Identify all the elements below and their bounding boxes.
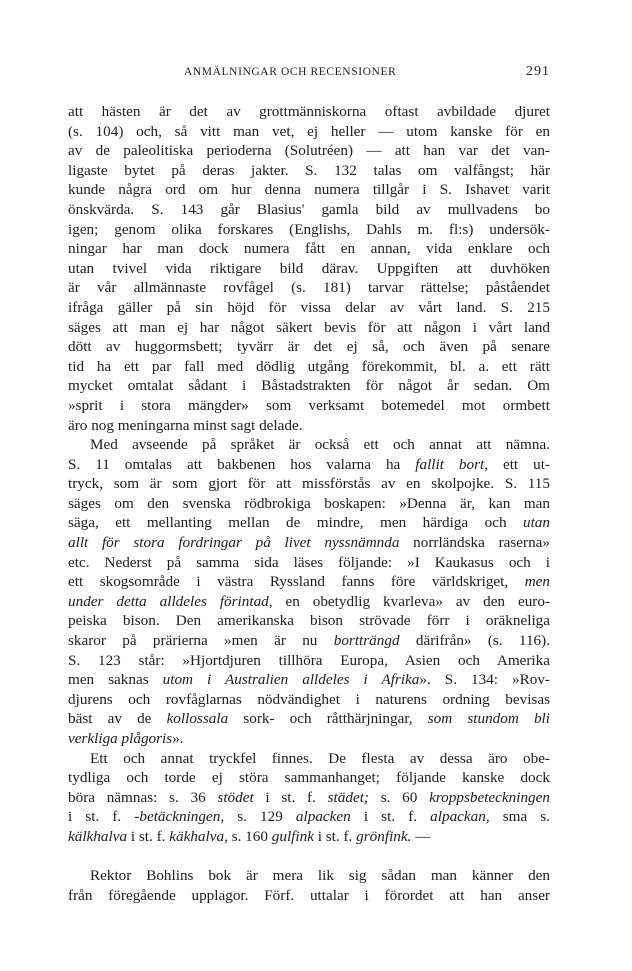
text-line: S. 11 omtalas att bakbenen hos valarna ha fallit bort, ett ut- — [68, 455, 550, 473]
text-line: att hästen är det av grottmänniskorna oftast avbildade djuret — [68, 103, 550, 120]
text-line: dött av huggormsbett; tyvärr är det ej så, och även på senare — [68, 338, 550, 356]
text-line: är vår allmännaste rovfågel (s. 181) tarvar rättelse; påståendet — [68, 279, 550, 297]
body-text — [68, 102, 550, 905]
text-line: ningar har man dock numera fått en annan, vida enklare och — [68, 240, 550, 258]
text-line: skaror på prärierna »men är nu bortträngd därifrån» (s. 116). — [68, 632, 550, 650]
text-line: tydliga och torde ej störa sammanhanget; följande kanske dock — [68, 769, 550, 787]
text-line: av de paleolitiska perioderna (Solutréen) — att han var det van- — [68, 142, 550, 160]
text-line: böra nämnas: s. 36 stödet i st. f. städet; s. 60 kroppsbeteckningen — [68, 788, 550, 806]
text-line: verkliga plågoris». — [68, 730, 184, 747]
text-line: djurens och rovfåglarnas nödvändighet i naturens ordning bevisas — [68, 690, 550, 708]
text-line: Rektor Bohlins bok är mera lik sig sådan man känner den — [90, 867, 550, 885]
text-line: under detta alldeles förintad, en obetydlig kvarleva» av den euro- — [68, 592, 550, 610]
running-title: ANMÄLNINGAR OCH RECENSIONER — [184, 66, 397, 78]
text-line: kälkhalva i st. f. käkhalva, s. 160 gulfink i st. f. grönfink. — — [68, 827, 431, 845]
text-line: äro nog meningarna minst sagt delade. — [68, 416, 303, 434]
text-line: S. 123 står: »Hjortdjuren tillhöra Europa, Asien och Amerika — [68, 651, 550, 669]
page-header — [68, 64, 550, 84]
text-line: ligaste bytet på deras jakter. S. 132 talas om valfångst; här — [68, 161, 550, 179]
text-line: tid ha ett par fall med dödlig utgång förekommit, bl. a. ett rätt — [68, 357, 550, 375]
text-line: »sprit i stora mängder» som verksamt botemedel mot ormbett — [68, 396, 550, 414]
text-line: bäst av de kollossala sork- och råtthärjningar, som stundom bli — [68, 710, 550, 728]
text-line: kunde några ord om hur denna numera tillgår i S. Ishavet varit — [68, 181, 550, 199]
text-line: utan tvivel vida riktigare bild därav. Uppgiften att duvhöken — [68, 259, 550, 277]
paragraph — [68, 435, 550, 749]
paragraph — [68, 102, 550, 435]
text-line: peiska bison. Den amerikanska bison strövade förr i oräkneliga — [68, 612, 550, 630]
text-line: allt för stora fordringar på livet nyssnämnda norrländska raserna» — [68, 534, 550, 552]
text-line: etc. Nederst på samma sida läses följande: »I Kaukasus och i — [68, 553, 550, 571]
text-line: säges om den svenska rödbrokiga boskapen: »Denna är, kan man — [68, 494, 550, 512]
text-line: Ett och annat tryckfel finnes. De flesta av dessa äro obe- — [90, 749, 550, 767]
text-line: i st. f. -betäckningen, s. 129 alpacken i st. f. alpackan, sma s. — [68, 808, 550, 826]
text-line: igen; genom olika forskares (Englishs, Dahls m. fl:s) undersök- — [68, 220, 550, 238]
text-line: men saknas utom i Australien alldeles i Afrika». S. 134: »Rov- — [68, 671, 550, 689]
text-line: säga, ett mellanting mellan de mindre, men härdiga och utan — [68, 514, 550, 532]
text-line: från föregående upplagor. Förf. uttalar i förordet att han anser — [68, 886, 550, 904]
text-line: (s. 104) och, så vitt man vet, ej heller — utom kanske för en — [68, 122, 550, 140]
paragraph — [68, 866, 550, 905]
text-line: ifråga gäller på sin höjd för vissa delar av vårt land. S. 215 — [68, 298, 550, 316]
text-line: säges att man ej har något säkert bevis för att någon i vårt land — [68, 318, 550, 336]
paragraph — [68, 749, 550, 847]
text-line: ett skogsområde i västra Ryssland fanns före världskriget, men — [68, 573, 550, 591]
text-line: Med avseende på språket är också ett och annat att nämna. — [90, 436, 550, 454]
text-line: mycket omtalat sådant i Båstadstrakten för något år sedan. Om — [68, 377, 550, 395]
paragraph-gap — [68, 847, 550, 867]
text-line: önskvärda. S. 143 går Blasius' gamla bild av mullvadens bo — [68, 200, 550, 218]
text-line: tryck, som är som gjort för att missförstås av en skolpojke. S. 115 — [68, 475, 550, 493]
page-number: 291 — [526, 64, 550, 79]
